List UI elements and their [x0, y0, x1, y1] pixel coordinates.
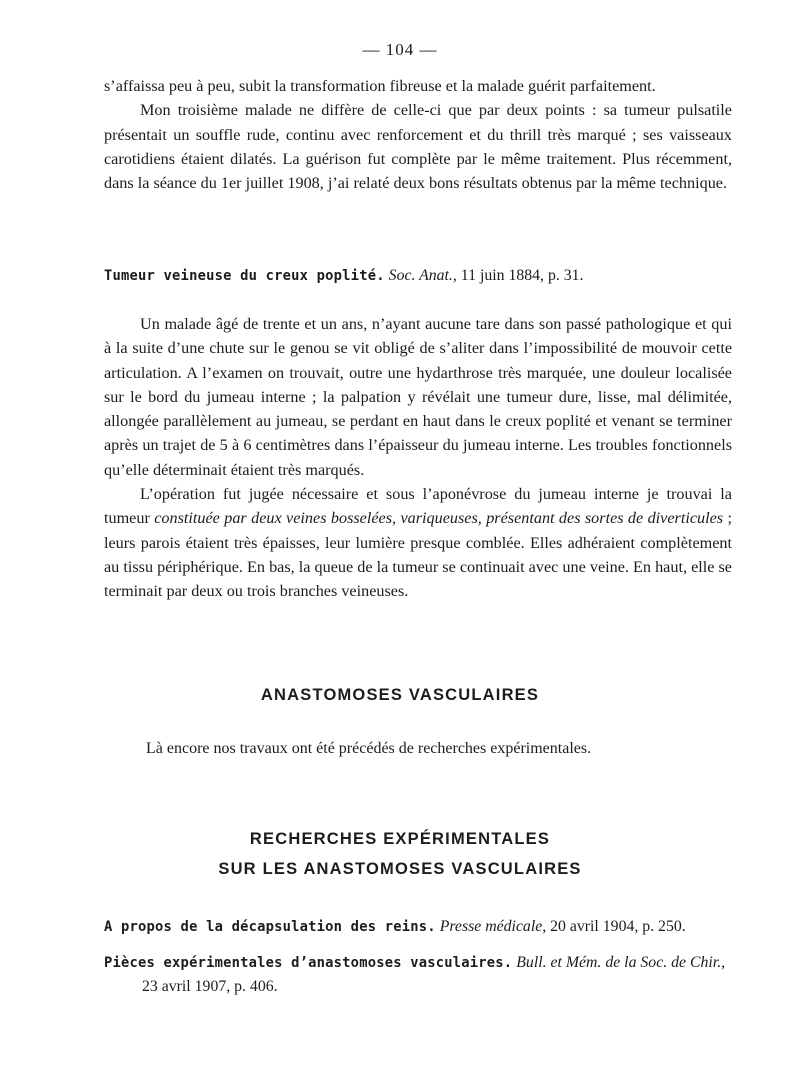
paragraph-text: L’opération fut jugée nécessaire et sous l’aponévrose du jumeau interne je trouvai la tumeur: [104, 485, 732, 528]
subsection-heading-line1: RECHERCHES EXPÉRIMENTALES: [249, 830, 551, 848]
paragraph-continuation: [104, 74, 732, 195]
reference-source: Bull. et Mém. de la Soc. de Chir.,: [516, 954, 726, 971]
reference-title: A propos de la décapsulation des reins.: [104, 919, 436, 935]
paragraph-emphasis: constituée par deux veines bosselées, variqueuses, présentant des sortes de diverticules: [154, 509, 724, 528]
paragraph-text: Mon troisième malade ne diffère de celle-ci que par deux points : sa tumeur pulsatile présentait un souffle rude, continu avec renforcement et du thrill très marqué ; ses vaisseaux carotidiens étaient dilatés. La guérison fut complète par le même traitement. Plus récemment, dans la séance du 1er juillet 1908, j’ai relaté deux bons résultats obtenus par la même technique.: [104, 101, 732, 193]
section-intro: Là encore nos travaux ont été précédés de recherches expérimentales.: [146, 740, 592, 757]
reference-entry: [104, 951, 744, 999]
page-number: — 104 —: [362, 40, 438, 59]
paragraph-text: ; leurs parois étaient très épaisses, leur lumière presque comblée. Elles adhéraient complètement au tissu périphérique. En bas, la queue de la tumeur se continuait avec une veine. En haut, elle se terminait par deux ou trois branches veineuses.: [104, 509, 732, 601]
subsection-heading-line2: SUR LES ANASTOMOSES VASCULAIRES: [218, 860, 582, 878]
reference-details: 20 avril 1904, p. 250.: [550, 918, 686, 935]
paragraph-text: Un malade âgé de trente et un ans, n’ayant aucune tare dans son passé pathologique et qui à la suite d’une chute sur le genou se vit obligé de s’aliter dans l’impossibilité de mouvoir cette articulation. A l’examen on trouvait, outre une hydarthrose très marquée, une douleur localisée sur le bord du jumeau interne ; la palpation y révélait une tumeur dure, lisse, mal délimitée, allongée parallèlement au jumeau, se perdant en haut dans le creux poplité et venant se terminer après un trajet de 5 à 6 centimètres dans l’épaisseur du jumeau interne. Les troubles fonctionnels qu’elle déterminait étaient très marqués.: [104, 315, 732, 479]
reference-title: Tumeur veineuse du creux poplité.: [104, 268, 385, 284]
reference-entry: [104, 264, 744, 288]
paragraph-text: s’affaissa peu à peu, subit la transformation fibreuse et la malade guérit parfaitement.: [104, 77, 656, 95]
case-paragraph: [104, 312, 732, 604]
reference-details: 23 avril 1907, p. 406.: [142, 978, 278, 995]
reference-source: Soc. Anat.,: [388, 267, 457, 284]
reference-title: Pièces expérimentales d’anastomoses vasculaires.: [104, 955, 513, 971]
reference-details: 11 juin 1884, p. 31.: [460, 267, 584, 284]
section-heading: ANASTOMOSES VASCULAIRES: [260, 686, 540, 704]
reference-entry: [104, 915, 744, 939]
reference-source: Presse médicale,: [439, 918, 547, 935]
